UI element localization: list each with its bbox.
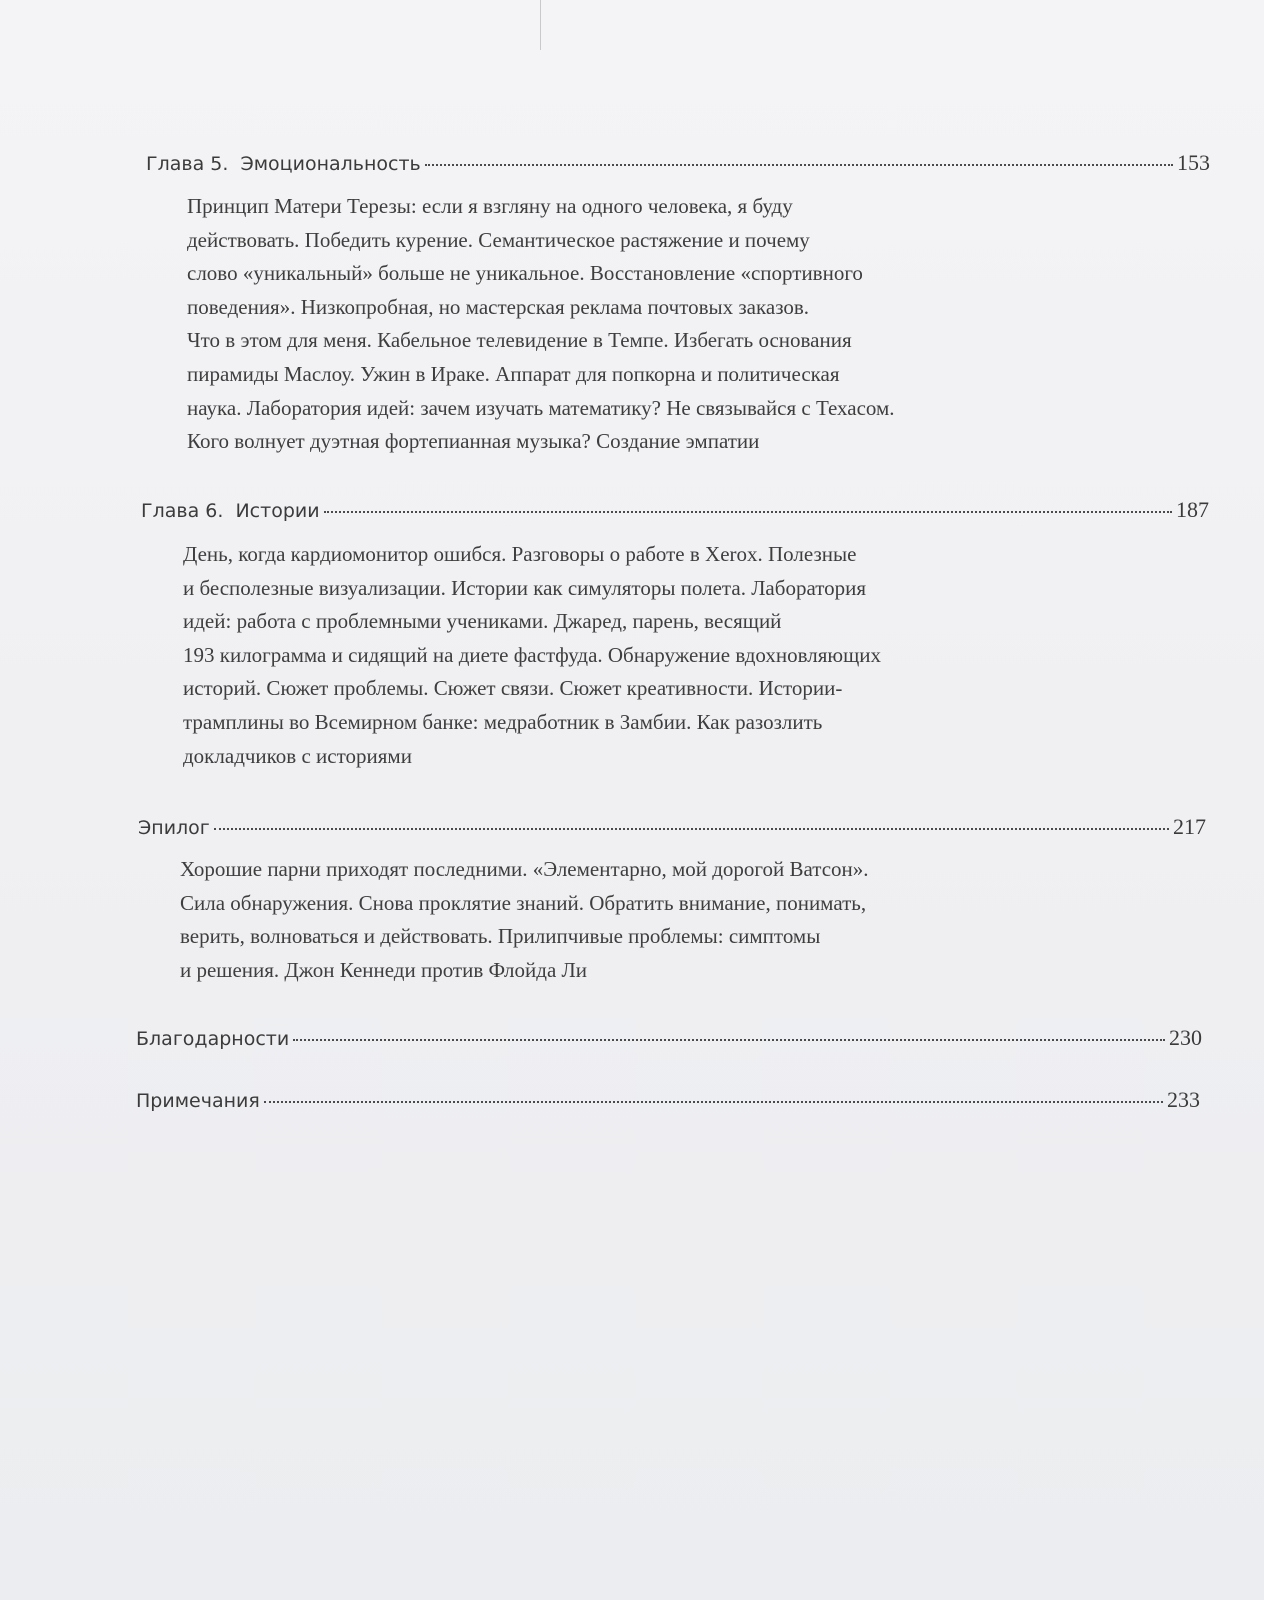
toc-entry-description-chapter-5 (187, 190, 1067, 459)
toc-entry-chapter-6[interactable] (141, 497, 1209, 524)
leader-dots (293, 1039, 1165, 1041)
toc-entry-page-number: 230 (1169, 1025, 1202, 1050)
toc-entry-page-number: 217 (1173, 814, 1206, 839)
toc-entry-description-epilogue (180, 853, 1060, 987)
description-line: историй. Сюжет проблемы. Сюжет связи. Сюжет креативности. Истории- (183, 676, 843, 701)
toc-entry-label: Примечания (136, 1090, 260, 1112)
description-line: День, когда кардиомонитор ошибся. Разговоры о работе в Xerox. Полезные (183, 542, 857, 566)
description-line: наука. Лаборатория идей: зачем изучать математику? Не связывайся с Техасом. (187, 395, 895, 420)
toc-entry-epilogue[interactable] (138, 814, 1206, 841)
description-line: идей: работа с проблемными учениками. Джаред, парень, весящий (183, 609, 782, 634)
toc-entry-label: Глава 5. Эмоциональность (146, 153, 421, 175)
description-line: верить, волноваться и действовать. Прилипчивые проблемы: симптомы (180, 924, 821, 949)
description-line: Что в этом для меня. Кабельное телевидение в Темпе. Избегать основания (187, 328, 852, 353)
toc-entry-label: Глава 6. Истории (141, 500, 320, 522)
toc-entry-notes[interactable] (136, 1087, 1200, 1114)
toc-entry-acknowledgements[interactable] (136, 1025, 1202, 1052)
leader-dots (264, 1101, 1163, 1103)
description-line: Принцип Матери Терезы: если я взгляну на одного человека, я буду (187, 194, 793, 218)
description-line: действовать. Победить курение. Семантическое растяжение и почему (187, 227, 810, 252)
toc-entry-chapter-5[interactable] (146, 150, 1210, 177)
description-line: слово «уникальный» больше не уникальное. Восстановление «спортивного (187, 261, 863, 286)
toc-entry-page-number: 187 (1176, 497, 1209, 522)
leader-dots (324, 511, 1172, 513)
toc-entry-page-number: 153 (1177, 150, 1210, 175)
toc-entry-page-number: 233 (1167, 1087, 1200, 1112)
toc-entry-label: Благодарности (136, 1028, 290, 1050)
toc-entry-label: Эпилог (138, 817, 210, 839)
description-line: 193 килограмма и сидящий на диете фастфуда. Обнаружение вдохновляющих (183, 642, 882, 667)
description-line: докладчиков с историями (183, 743, 412, 768)
description-line: Сила обнаружения. Снова проклятие знаний. Обратить внимание, понимать, (180, 890, 867, 915)
description-line: пирамиды Маслоу. Ужин в Ираке. Аппарат для попкорна и политическая (187, 361, 840, 386)
description-line: Кого волнует дуэтная фортепианная музыка? Создание эмпатии (187, 429, 760, 454)
description-line: поведения». Низкопробная, но мастерская реклама почтовых заказов. (187, 294, 810, 319)
toc-entry-description-chapter-6 (183, 538, 1063, 773)
description-line: трамплины во Всемирном банке: медработник в Замбии. Как разозлить (183, 709, 823, 734)
description-line: Хорошие парни приходят последними. «Элементарно, мой дорогой Ватсон». (180, 857, 869, 881)
description-line: и бесполезные визуализации. Истории как симуляторы полета. Лаборатория (183, 575, 867, 600)
leader-dots (214, 828, 1169, 830)
description-line: и решения. Джон Кеннеди против Флойда Ли (180, 957, 587, 982)
leader-dots (425, 164, 1173, 166)
